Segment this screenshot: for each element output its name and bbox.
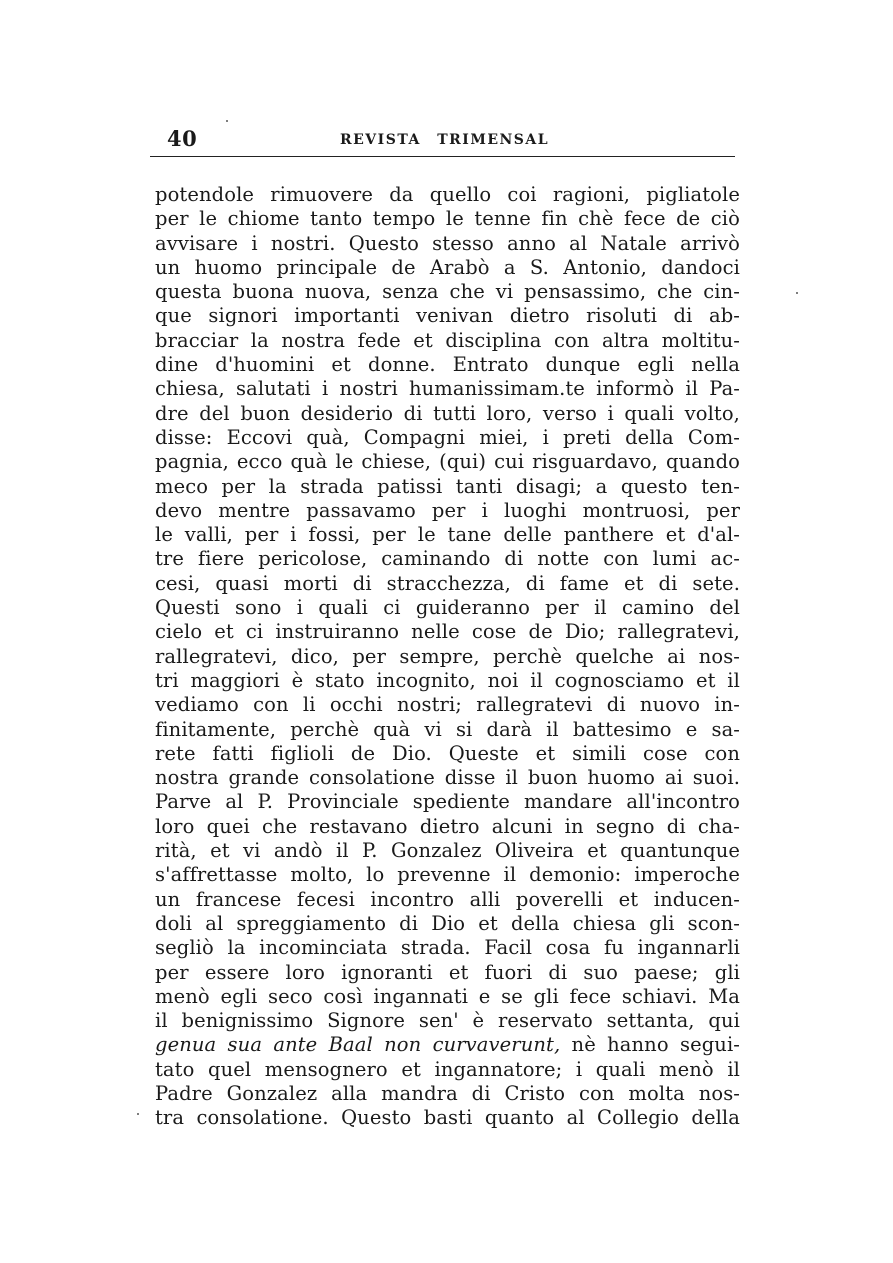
text-line: rità, et vi andò il P. Gonzalez Oliveira et quantunque (155, 839, 740, 863)
text-line: tra consolatione. Questo basti quanto al Collegio della (155, 1106, 740, 1130)
text-line: menò egli seco così ingannati e se gli fece schiavi. Ma (155, 984, 740, 1008)
text-line: dre del buon desiderio di tutti loro, verso i quali volto, (155, 401, 740, 425)
running-title: REVISTA TRIMENSAL (340, 132, 550, 148)
text-line: Parve al P. Provinciale spediente mandare all'incontro (155, 790, 740, 814)
text-line: per essere loro ignoranti et fuori di suo paese; gli (155, 960, 740, 984)
latin-quotation: genua sua ante Baal non curvaverunt, (155, 1033, 561, 1057)
text-line: finitamente, perchè quà vi si darà il battesimo e sa- (155, 717, 740, 741)
text-line-mixed (155, 1033, 740, 1057)
text-line: cielo et ci instruiranno nelle cose de Dio; rallegratevi, (155, 620, 740, 644)
text-line: un francese fecesi incontro alli poverelli et inducen- (155, 887, 740, 911)
text-line: Padre Gonzalez alla mandra di Cristo con molta nos- (155, 1081, 740, 1105)
text-fragment: nè hanno segui- (560, 1033, 740, 1057)
text-line: un huomo principale de Arabò a S. Antonio, dandoci (155, 255, 740, 279)
text-line: vediamo con li occhi nostri; rallegratevi di nuovo in- (155, 693, 740, 717)
text-line: tri maggiori è stato incognito, noi il cognosciamo et il (155, 668, 740, 692)
text-line: Questi sono i quali ci guideranno per il camino del (155, 596, 740, 620)
text-line: avvisare i nostri. Questo stesso anno al Natale arrivò (155, 231, 740, 255)
text-line: tato quel mensognero et ingannatore; i quali menò il (155, 1057, 740, 1081)
text-line: bracciar la nostra fede et disciplina con altra moltitu- (155, 328, 740, 352)
text-line: dine d'huomini et donne. Entrato dunque egli nella (155, 353, 740, 377)
text-line: il benignissimo Signore sen' è reservato settanta, qui (155, 1009, 740, 1033)
text-line: pagnia, ecco quà le chiese, (qui) cui risguardavo, quando (155, 450, 740, 474)
header-rule (150, 156, 735, 157)
text-line: devo mentre passavamo per i luoghi montruosi, per (155, 498, 740, 522)
text-line: disse: Eccovi quà, Compagni miei, i preti della Com- (155, 425, 740, 449)
text-line: que signori importanti venivan dietro risoluti di ab- (155, 304, 740, 328)
text-line: loro quei che restavano dietro alcuni in segno di cha- (155, 814, 740, 838)
text-line: rallegratevi, dico, per sempre, perchè quelche ai nos- (155, 644, 740, 668)
text-line: nostra grande consolatione disse il buon huomo ai suoi. (155, 766, 740, 790)
text-line: segliò la incominciata strada. Facil cosa fu ingannarli (155, 936, 740, 960)
text-line: per le chiome tanto tempo le tenne fin chè fece de ciò (155, 207, 740, 231)
page-number: 40 (167, 126, 198, 151)
text-line: tre fiere pericolose, caminando di notte con lumi ac- (155, 547, 740, 571)
body-text (155, 183, 740, 1131)
text-line: doli al spreggiamento di Dio et della chiesa gli scon- (155, 911, 740, 935)
print-speck (226, 120, 228, 122)
text-line: questa buona nuova, senza che vi pensassimo, che cin- (155, 280, 740, 304)
print-speck (796, 292, 798, 294)
print-speck (137, 1113, 139, 1115)
page-header (160, 126, 735, 156)
text-line: chiesa, salutati i nostri humanissimam.te informò il Pa- (155, 377, 740, 401)
text-line: cesi, quasi morti di stracchezza, di fame et di sete. (155, 571, 740, 595)
text-line: meco per la strada patissi tanti disagi; a questo ten- (155, 474, 740, 498)
text-line: s'affrettasse molto, lo prevenne il demonio: imperoche (155, 863, 740, 887)
text-line: le valli, per i fossi, per le tane delle panthere et d'al- (155, 523, 740, 547)
text-line: rete fatti figlioli de Dio. Queste et simili cose con (155, 741, 740, 765)
text-line: potendole rimuovere da quello coi ragioni, pigliatole (155, 183, 740, 206)
